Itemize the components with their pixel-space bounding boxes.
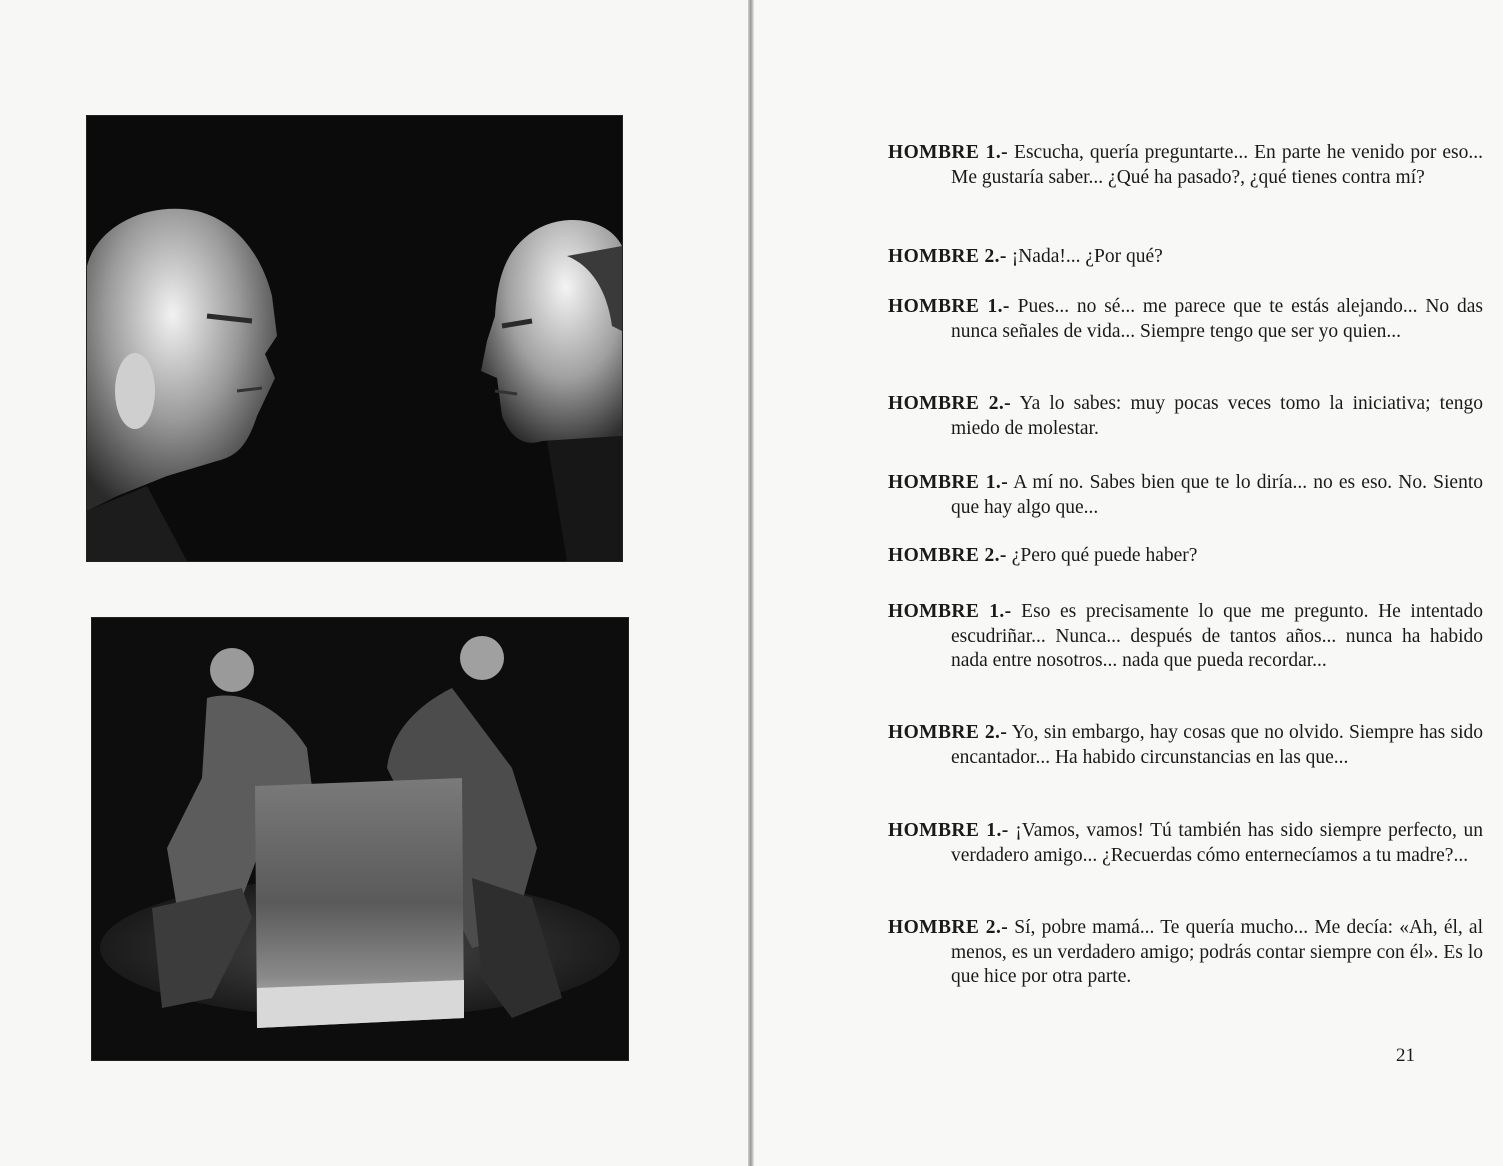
speech-text: Pues... no sé... me parece que te estás alejando... No das nunca señales de vida... Siempre tengo que ser yo quien... [951, 296, 1483, 342]
speech-text: Sí, pobre mamá... Te quería mucho... Me decía: «Ah, él, al menos, es un verdadero amigo; podrás contar siempre con él». Es lo que hice por otra parte. [951, 917, 1483, 988]
speech-text: Escucha, quería preguntarte... En parte he venido por eso... Me gustaría saber... ¿Qué ha pasado?, ¿qué tienes contra mí? [951, 142, 1484, 188]
speech-text: A mí no. Sabes bien que te lo diría... no es eso. No. Siento que hay algo que... [951, 472, 1483, 518]
left-page [0, 0, 748, 1166]
dialogue-line [888, 819, 1483, 868]
two-bald-men-face-to-face-photo [87, 116, 622, 561]
dialogue-line [888, 141, 1483, 190]
dialogue-line [888, 721, 1483, 770]
speaker-label: HOMBRE 1.- [888, 601, 1012, 622]
two-men-seated-back-to-back-on-chair-photo [92, 618, 628, 1060]
speaker-label: HOMBRE 2.- [888, 246, 1007, 267]
speech-text: ¿Pero qué puede haber? [1011, 545, 1198, 566]
dialogue-line [888, 392, 1483, 441]
speech-text: ¡Nada!... ¿Por qué? [1011, 246, 1163, 267]
dialogue-line [888, 544, 1483, 569]
speech-text: Eso es precisamente lo que me pregunto. He intentado escudriñar... Nunca... después de tantos años... nunca ha habido nada entre nosotros... nada que pueda recordar... [951, 601, 1483, 672]
speech-text: ¡Vamos, vamos! Tú también has sido siempre perfecto, un verdadero amigo... ¿Recuerdas cómo enternecíamos a tu madre?... [951, 820, 1484, 866]
speaker-label: HOMBRE 2.- [888, 393, 1012, 414]
dialogue-line [888, 916, 1483, 990]
speaker-label: HOMBRE 1.- [888, 472, 1009, 493]
speaker-label: HOMBRE 2.- [888, 917, 1009, 938]
speaker-label: HOMBRE 2.- [888, 545, 1007, 566]
speaker-label: HOMBRE 1.- [888, 820, 1009, 841]
dialogue-line [888, 600, 1483, 674]
speech-text: Yo, sin embargo, hay cosas que no olvido. Siempre has sido encantador... Ha habido circunstancias en las que... [951, 722, 1484, 768]
dialogue-line [888, 471, 1483, 520]
page-number: 21 [1396, 1045, 1415, 1066]
speaker-label: HOMBRE 1.- [888, 142, 1008, 163]
dialogue-line [888, 295, 1483, 344]
speaker-label: HOMBRE 1.- [888, 296, 1010, 317]
speaker-label: HOMBRE 2.- [888, 722, 1008, 743]
dialogue-line [888, 245, 1483, 270]
speech-text: Ya lo sabes: muy pocas veces tomo la iniciativa; tengo miedo de molestar. [951, 393, 1483, 439]
